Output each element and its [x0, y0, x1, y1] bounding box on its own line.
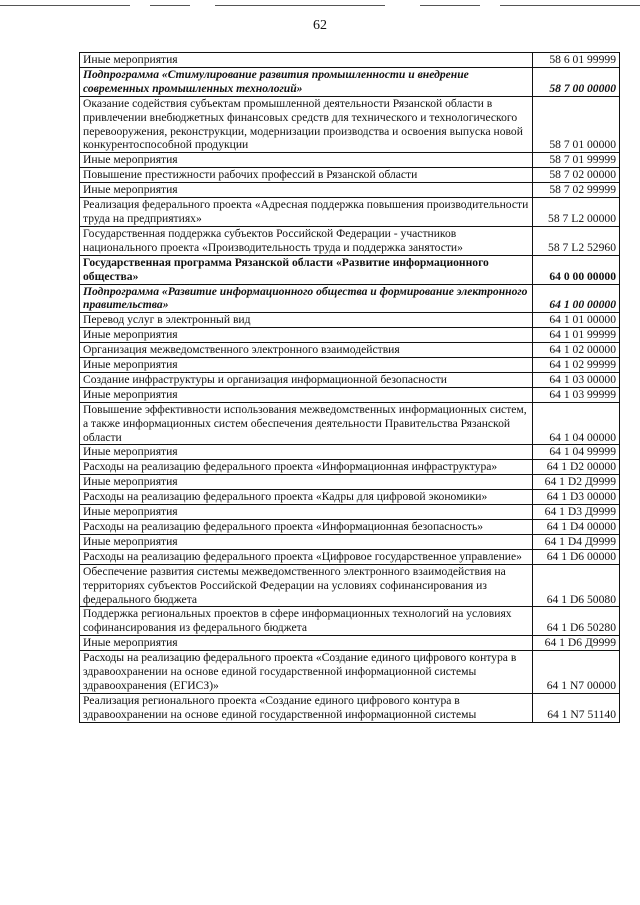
- row-name: Иные мероприятия: [80, 534, 533, 549]
- table-row: [80, 255, 620, 284]
- row-code: 64 1 D6 50280: [533, 607, 620, 636]
- table-row: [80, 505, 620, 520]
- table-row: [80, 693, 620, 722]
- row-name: Иные мероприятия: [80, 505, 533, 520]
- row-code: 64 1 D3 Д9999: [533, 505, 620, 520]
- row-code: 64 1 D4 Д9999: [533, 534, 620, 549]
- row-code: 64 1 02 00000: [533, 343, 620, 358]
- row-name: Государственная поддержка субъектов Российской Федерации - участников национального проекта «Производительность труда и поддержка занятости»: [80, 226, 533, 255]
- row-name: Иные мероприятия: [80, 445, 533, 460]
- row-code: 58 7 L2 00000: [533, 198, 620, 227]
- table-row: [80, 284, 620, 313]
- row-code: 64 1 D6 Д9999: [533, 636, 620, 651]
- table-body: [80, 53, 620, 723]
- row-name: Государственная программа Рязанской области «Развитие информационного общества»: [80, 255, 533, 284]
- row-code: 64 1 00 00000: [533, 284, 620, 313]
- row-name: Реализация регионального проекта «Создание единого цифрового контура в здравоохранении на основе единой государственной информационной системы: [80, 693, 533, 722]
- row-name: Оказание содействия субъектам промышленной деятельности Рязанской области в привлечении внебюджетных финансовых средств для технического и технологического перевооружения, реконструкции, модернизации производства и освоения выпуска новой конкурентоспособной продукции: [80, 96, 533, 153]
- row-name: Подпрограмма «Развитие информационного общества и формирование электронного правительства»: [80, 284, 533, 313]
- row-code: 64 1 D6 00000: [533, 549, 620, 564]
- row-code: 64 1 03 99999: [533, 387, 620, 402]
- row-name: Иные мероприятия: [80, 53, 533, 68]
- row-name: Расходы на реализацию федерального проекта «Создание единого цифрового контура в здравоохранении на основе единой государственной информационной системы здравоохранения (ЕГИСЗ)»: [80, 651, 533, 694]
- table-row: [80, 475, 620, 490]
- row-name: Поддержка региональных проектов в сфере информационных технологий на условиях софинансирования из федерального бюджета: [80, 607, 533, 636]
- row-name: Иные мероприятия: [80, 183, 533, 198]
- row-name: Иные мероприятия: [80, 328, 533, 343]
- row-code: 64 1 01 99999: [533, 328, 620, 343]
- row-code: 58 7 02 00000: [533, 168, 620, 183]
- row-name: Подпрограмма «Стимулирование развития промышленности и внедрение современных промышленных технологий»: [80, 67, 533, 96]
- row-code: 64 1 04 00000: [533, 402, 620, 445]
- table-row: [80, 549, 620, 564]
- row-code: 58 7 00 00000: [533, 67, 620, 96]
- scan-top-edge: [0, 5, 640, 7]
- row-name: Иные мероприятия: [80, 475, 533, 490]
- row-code: 58 6 01 99999: [533, 53, 620, 68]
- table-row: [80, 168, 620, 183]
- row-code: 64 1 01 00000: [533, 313, 620, 328]
- row-name: Повышение престижности рабочих профессий в Рязанской области: [80, 168, 533, 183]
- row-name: Реализация федерального проекта «Адресная поддержка повышения производительности труда на предприятиях»: [80, 198, 533, 227]
- row-code: 58 7 02 99999: [533, 183, 620, 198]
- table-row: [80, 490, 620, 505]
- row-name: Повышение эффективности использования межведомственных информационных систем, а также информационных систем обеспечения деятельности Правительства Рязанской области: [80, 402, 533, 445]
- table-row: [80, 445, 620, 460]
- table-row: [80, 53, 620, 68]
- row-code: 64 0 00 00000: [533, 255, 620, 284]
- table-row: [80, 564, 620, 607]
- table-row: [80, 636, 620, 651]
- table-row: [80, 328, 620, 343]
- budget-classification-table: [79, 52, 620, 723]
- row-name: Обеспечение развития системы межведомственного электронного взаимодействия на территориях субъектов Российской Федерации на условиях софинансирования из федерального бюджета: [80, 564, 533, 607]
- row-code: 64 1 04 99999: [533, 445, 620, 460]
- table-row: [80, 313, 620, 328]
- row-name: Расходы на реализацию федерального проекта «Кадры для цифровой экономики»: [80, 490, 533, 505]
- page-number: 62: [313, 18, 327, 33]
- table-row: [80, 153, 620, 168]
- row-name: Перевод услуг в электронный вид: [80, 313, 533, 328]
- row-name: Иные мероприятия: [80, 387, 533, 402]
- table-row: [80, 358, 620, 373]
- table-row: [80, 226, 620, 255]
- table-row: [80, 460, 620, 475]
- row-name: Иные мероприятия: [80, 153, 533, 168]
- table-row: [80, 651, 620, 694]
- row-code: 64 1 D4 00000: [533, 520, 620, 535]
- row-code: 64 1 03 00000: [533, 372, 620, 387]
- row-name: Расходы на реализацию федерального проекта «Цифровое государственное управление»: [80, 549, 533, 564]
- row-code: 64 1 D6 50080: [533, 564, 620, 607]
- row-code: 64 1 D2 00000: [533, 460, 620, 475]
- row-code: 64 1 D3 00000: [533, 490, 620, 505]
- row-code: 64 1 N7 51140: [533, 693, 620, 722]
- row-name: Создание инфраструктуры и организация информационной безопасности: [80, 372, 533, 387]
- table-row: [80, 96, 620, 153]
- table-row: [80, 343, 620, 358]
- row-name: Расходы на реализацию федерального проекта «Информационная инфраструктура»: [80, 460, 533, 475]
- table-row: [80, 387, 620, 402]
- row-name: Организация межведомственного электронного взаимодействия: [80, 343, 533, 358]
- row-code: 64 1 D2 Д9999: [533, 475, 620, 490]
- table-row: [80, 402, 620, 445]
- table-row: [80, 520, 620, 535]
- row-code: 58 7 L2 52960: [533, 226, 620, 255]
- row-code: 58 7 01 99999: [533, 153, 620, 168]
- row-code: 58 7 01 00000: [533, 96, 620, 153]
- table-row: [80, 607, 620, 636]
- table-row: [80, 67, 620, 96]
- row-name: Иные мероприятия: [80, 358, 533, 373]
- table-row: [80, 372, 620, 387]
- table-row: [80, 198, 620, 227]
- row-code: 64 1 N7 00000: [533, 651, 620, 694]
- table-row: [80, 534, 620, 549]
- table-row: [80, 183, 620, 198]
- row-name: Иные мероприятия: [80, 636, 533, 651]
- row-name: Расходы на реализацию федерального проекта «Информационная безопасность»: [80, 520, 533, 535]
- row-code: 64 1 02 99999: [533, 358, 620, 373]
